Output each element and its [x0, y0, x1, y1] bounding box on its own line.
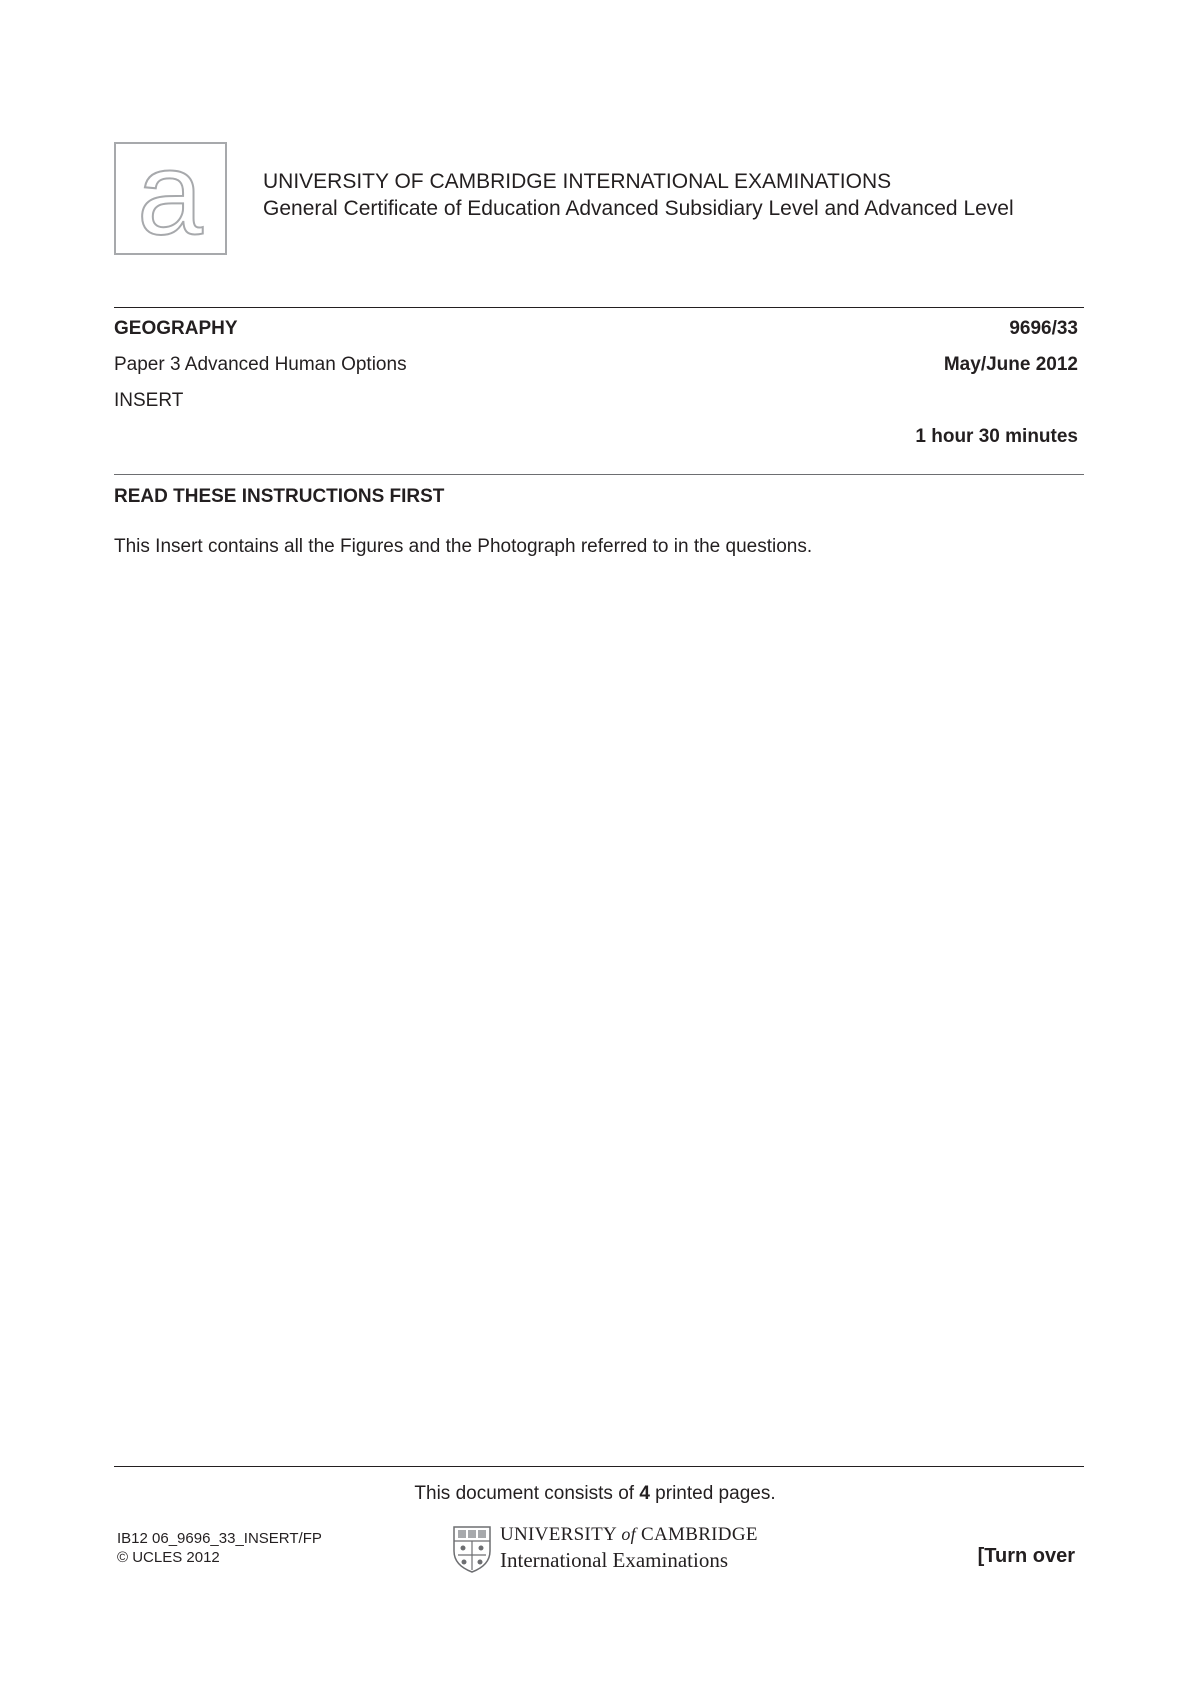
document-reference: IB12 06_9696_33_INSERT/FP	[117, 1530, 322, 1547]
document-type: INSERT	[114, 390, 184, 411]
top-divider	[114, 307, 1084, 308]
exam-session: May/June 2012	[943, 354, 1078, 375]
cambridge-wordmark-line2: International Examinations	[500, 1548, 729, 1572]
instructions-divider	[114, 474, 1084, 475]
page-count-number: 4	[639, 1483, 650, 1504]
instructions-heading: READ THESE INSTRUCTIONS FIRST	[114, 486, 445, 507]
cambridge-university: UNIVERSITY	[500, 1524, 617, 1545]
subject-title: GEOGRAPHY	[114, 318, 238, 339]
page-count-prefix: This document consists of	[414, 1483, 640, 1504]
turn-over-note: [Turn over	[977, 1545, 1075, 1567]
page-count-suffix: printed pages.	[649, 1483, 776, 1504]
cambridge-of: of	[621, 1524, 636, 1544]
cie-logo	[114, 142, 227, 255]
qualification-title: General Certificate of Education Advanced Subsidiary Level and Advanced Level	[263, 197, 1014, 220]
cambridge-crest-icon	[452, 1525, 492, 1573]
instructions-body: This Insert contains all the Figures and the Photograph referred to in the questions.	[114, 536, 813, 557]
exam-duration: 1 hour 30 minutes	[915, 426, 1078, 447]
cambridge-name: CAMBRIDGE	[641, 1524, 758, 1545]
footer-divider	[114, 1466, 1084, 1467]
copyright-notice: © UCLES 2012	[117, 1549, 220, 1566]
institution-name: UNIVERSITY OF CAMBRIDGE INTERNATIONAL EXAMINATIONS	[263, 170, 892, 193]
letter-a-icon	[116, 144, 225, 253]
page-count-note	[0, 1483, 1190, 1505]
logo-letter: a	[137, 144, 203, 253]
paper-title: Paper 3 Advanced Human Options	[114, 354, 407, 375]
cambridge-wordmark-line1	[500, 1524, 758, 1546]
paper-code: 9696/33	[1009, 318, 1078, 339]
